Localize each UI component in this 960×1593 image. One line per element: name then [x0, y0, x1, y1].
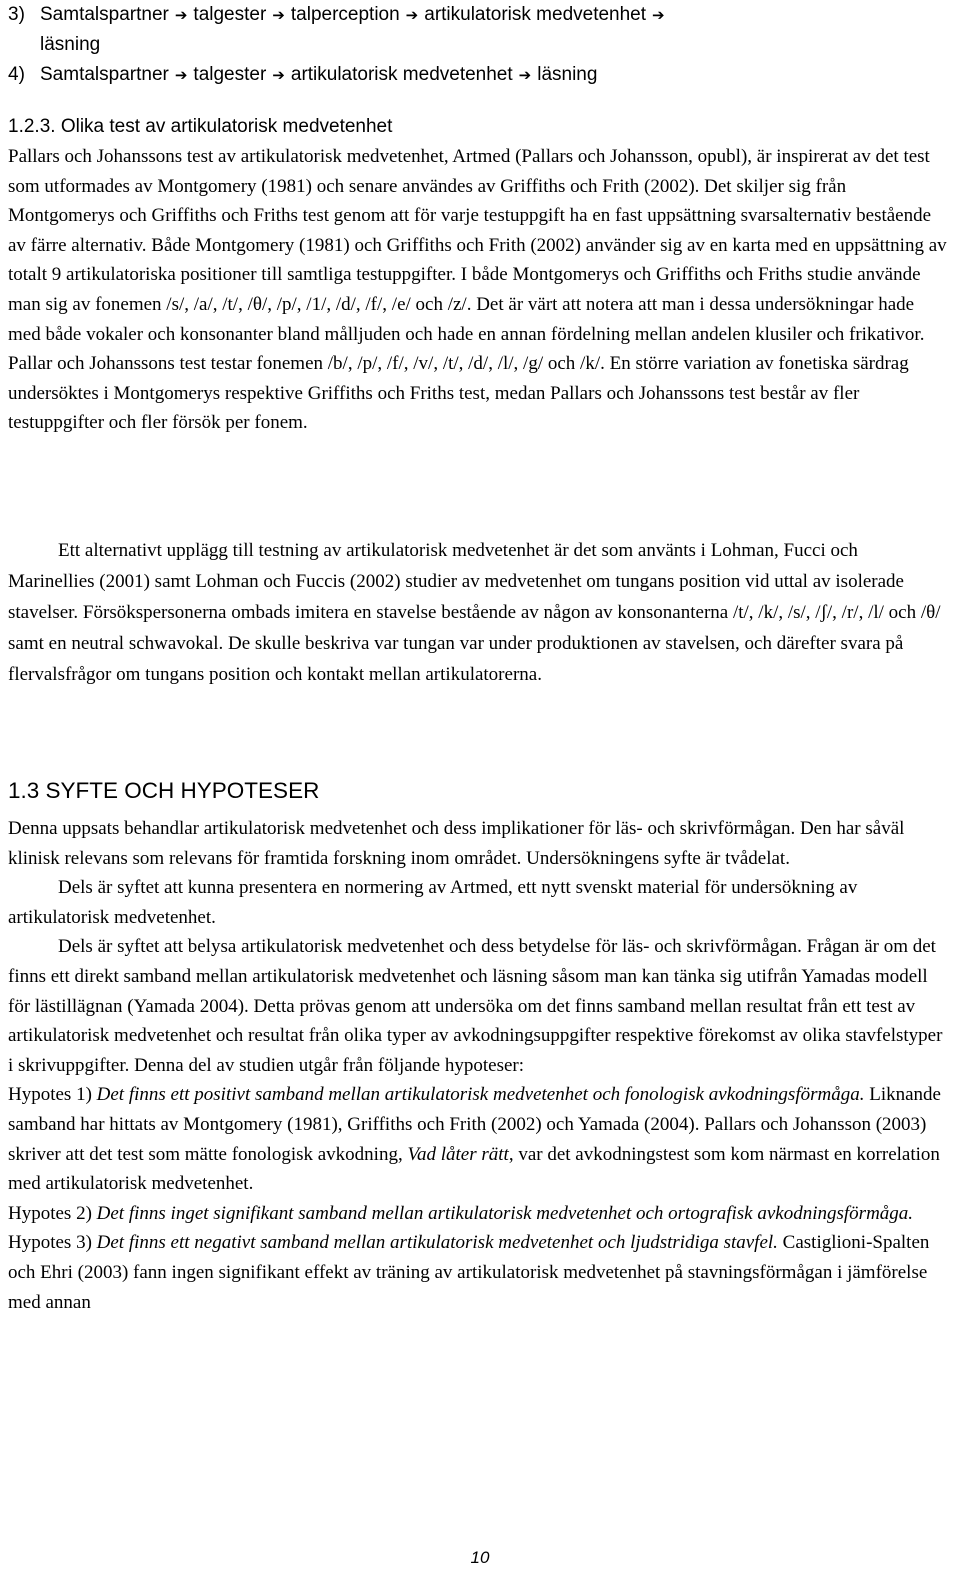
list-part: talperception: [290, 4, 400, 25]
arrow-right-icon: ➔: [272, 66, 285, 84]
list-part: Samtalspartner: [40, 64, 169, 85]
test-name: Vad låter rätt: [407, 1143, 509, 1165]
arrow-right-icon: ➔: [518, 66, 532, 84]
list-text: [40, 0, 948, 60]
hypothesis-2: [8, 1199, 948, 1229]
list-part: talgester: [193, 64, 267, 85]
section-body: [8, 814, 948, 1317]
list-part: artikulatorisk medvetenhet: [424, 4, 647, 25]
list-part: talgester: [193, 4, 267, 25]
list-part: läsning: [537, 64, 598, 85]
arrow-right-icon: ➔: [652, 6, 665, 24]
arrow-right-icon: ➔: [174, 6, 188, 24]
paragraph: Dels är syftet att kunna presentera en normering av Artmed, ett nytt svenskt material för undersökning av artikulatorisk medvetenhet.: [8, 877, 858, 928]
hypothesis-label: Hypotes 2): [8, 1202, 92, 1224]
hypothesis-statement: Det finns inget signifikant samband mellan artikulatorisk medvetenhet och ortografisk avkodningsförmåga.: [96, 1202, 914, 1224]
paragraph: Ett alternativt upplägg till testning av artikulatorisk medvetenhet är det som använts i Lohman, Fucci och Marinellies (2001) samt Lohman och Fuccis (2002) studier av medvetenhet om tungans position vid uttal av isolerade stavelser. Försökspersonerna ombads imitera en stavelse bestående av någon av konsonanterna /t/, /k/, /s/, /ʃ/, /r/, /l/ och /θ/ samt en neutral schwavokal. De skulle beskriva var tungan var under produktionen av stavelsen, och därefter svara på flervalsfrågor om tungans position och kontakt mellan artikulatorerna.: [8, 540, 941, 685]
section-heading-1-2-3: 1.2.3. Olika test av artikulatorisk medvetenhet: [8, 116, 393, 137]
arrow-right-icon: ➔: [174, 66, 188, 84]
hypothesis-1: Hypotes 1) Det finns ett positivt samband mellan artikulatorisk medvetenhet och fonologisk avkodningsförmåga. Liknande samband har hittats av Montgomery (1981), Griffiths och Frith (2002) och Yamada (2004). Pallars och Johansson (2003) skriver att det test som mätte fonologisk avkodning, Vad låter rätt, var det avkodningstest som kom närmast en korrelation med artikulatorisk medvetenhet.: [8, 1084, 941, 1195]
list-number: 4): [8, 64, 25, 85]
hypothesis-label: Hypotes 1): [8, 1084, 92, 1106]
hypothesis-statement: Det finns ett negativt samband mellan artikulatorisk medvetenhet och ljudstridiga stavfel.: [96, 1232, 778, 1254]
hypothesis-statement: Det finns ett positivt samband mellan artikulatorisk medvetenhet och fonologisk avkodningsförmåga.: [96, 1084, 865, 1106]
hypothesis-3: Hypotes 3) Det finns ett negativt samband mellan artikulatorisk medvetenhet och ljudstridiga stavfel. Castiglioni-Spalten och Ehri (2003) fann ingen signifikant effekt av träning av artikulatorisk medvetenhet på stavningsförmågan i jämförelse med annan: [8, 1232, 930, 1313]
list-part: läsning: [40, 34, 101, 55]
page-number: 10: [470, 1548, 490, 1567]
section-heading-1-3: 1.3 SYFTE OCH HYPOTESER: [8, 778, 320, 803]
list-item: [8, 60, 948, 90]
arrow-right-icon: ➔: [272, 6, 285, 24]
hypothesis-label: Hypotes 3): [8, 1232, 92, 1254]
step-list: [8, 0, 948, 90]
paragraph: Dels är syftet att belysa artikulatorisk medvetenhet och dess betydelse för läs- och skrivförmågan. Frågan är om det finns ett direkt samband mellan artikulatorisk medvetenhet och läsning såsom man kan tänka sig utifrån Yamadas modell för lästillägnan (Yamada 2004). Detta prövas genom att undersöka om det finns samband mellan resultat från ett test av artikulatorisk medvetenhet och resultat från olika typer av avkodningsuppgifter respektive förekomst av olika stavfelstyper i skrivuppgifter. Denna del av studien utgår från följande hypoteser:: [8, 936, 943, 1076]
arrow-right-icon: ➔: [405, 6, 419, 24]
paragraph: Denna uppsats behandlar artikulatorisk medvetenhet och dess implikationer för läs- och skrivförmågan. Den har såväl klinisk relevans som relevans för framtida forskning inom området. Undersökningens syfte är tvådelat.: [8, 818, 905, 869]
list-number: 3): [8, 4, 25, 25]
list-part: Samtalspartner: [40, 4, 169, 25]
list-item: [8, 0, 948, 60]
list-part: artikulatorisk medvetenhet: [290, 64, 513, 85]
list-text: [40, 60, 948, 90]
paragraph: Pallars och Johanssons test av artikulatorisk medvetenhet, Artmed (Pallars och Johansson, opubl), är inspirerat av det test som utformades av Montgomery (1981) och senare användes av Griffiths och Frith (2002). Det skiljer sig från Montgomerys och Griffiths och Friths test genom att för varje testuppgift ha en fast uppsättning svarsalternativ bestående av färre alternativ. Både Montgomery (1981) och Griffiths och Frith (2002) använder sig av en karta med en uppsättning av totalt 9 artikulatoriska positioner till samtliga testuppgifter. I både Montgomerys och Griffiths och Friths studie använde man sig av fonemen /s/, /a/, /t/, /θ/, /p/, /1/, /d/, /f/, /e/ och /z/. Det är värt att notera att man i dessa undersökningar hade med både vokaler och konsonanter bland målljuden och hade en annan fördelning mellan andelen klusiler och frikativor. Pallar och Johanssons test testar fonemen /b/, /p/, /f/, /v/, /t/, /d/, /l/, /g/ och /k/. En större variation av fonetiska särdrag undersöktes i Montgomerys respektive Griffiths och Friths test, medan Pallars och Johanssons test består av fler testuppgifter och fler försök per fonem.: [8, 146, 947, 434]
